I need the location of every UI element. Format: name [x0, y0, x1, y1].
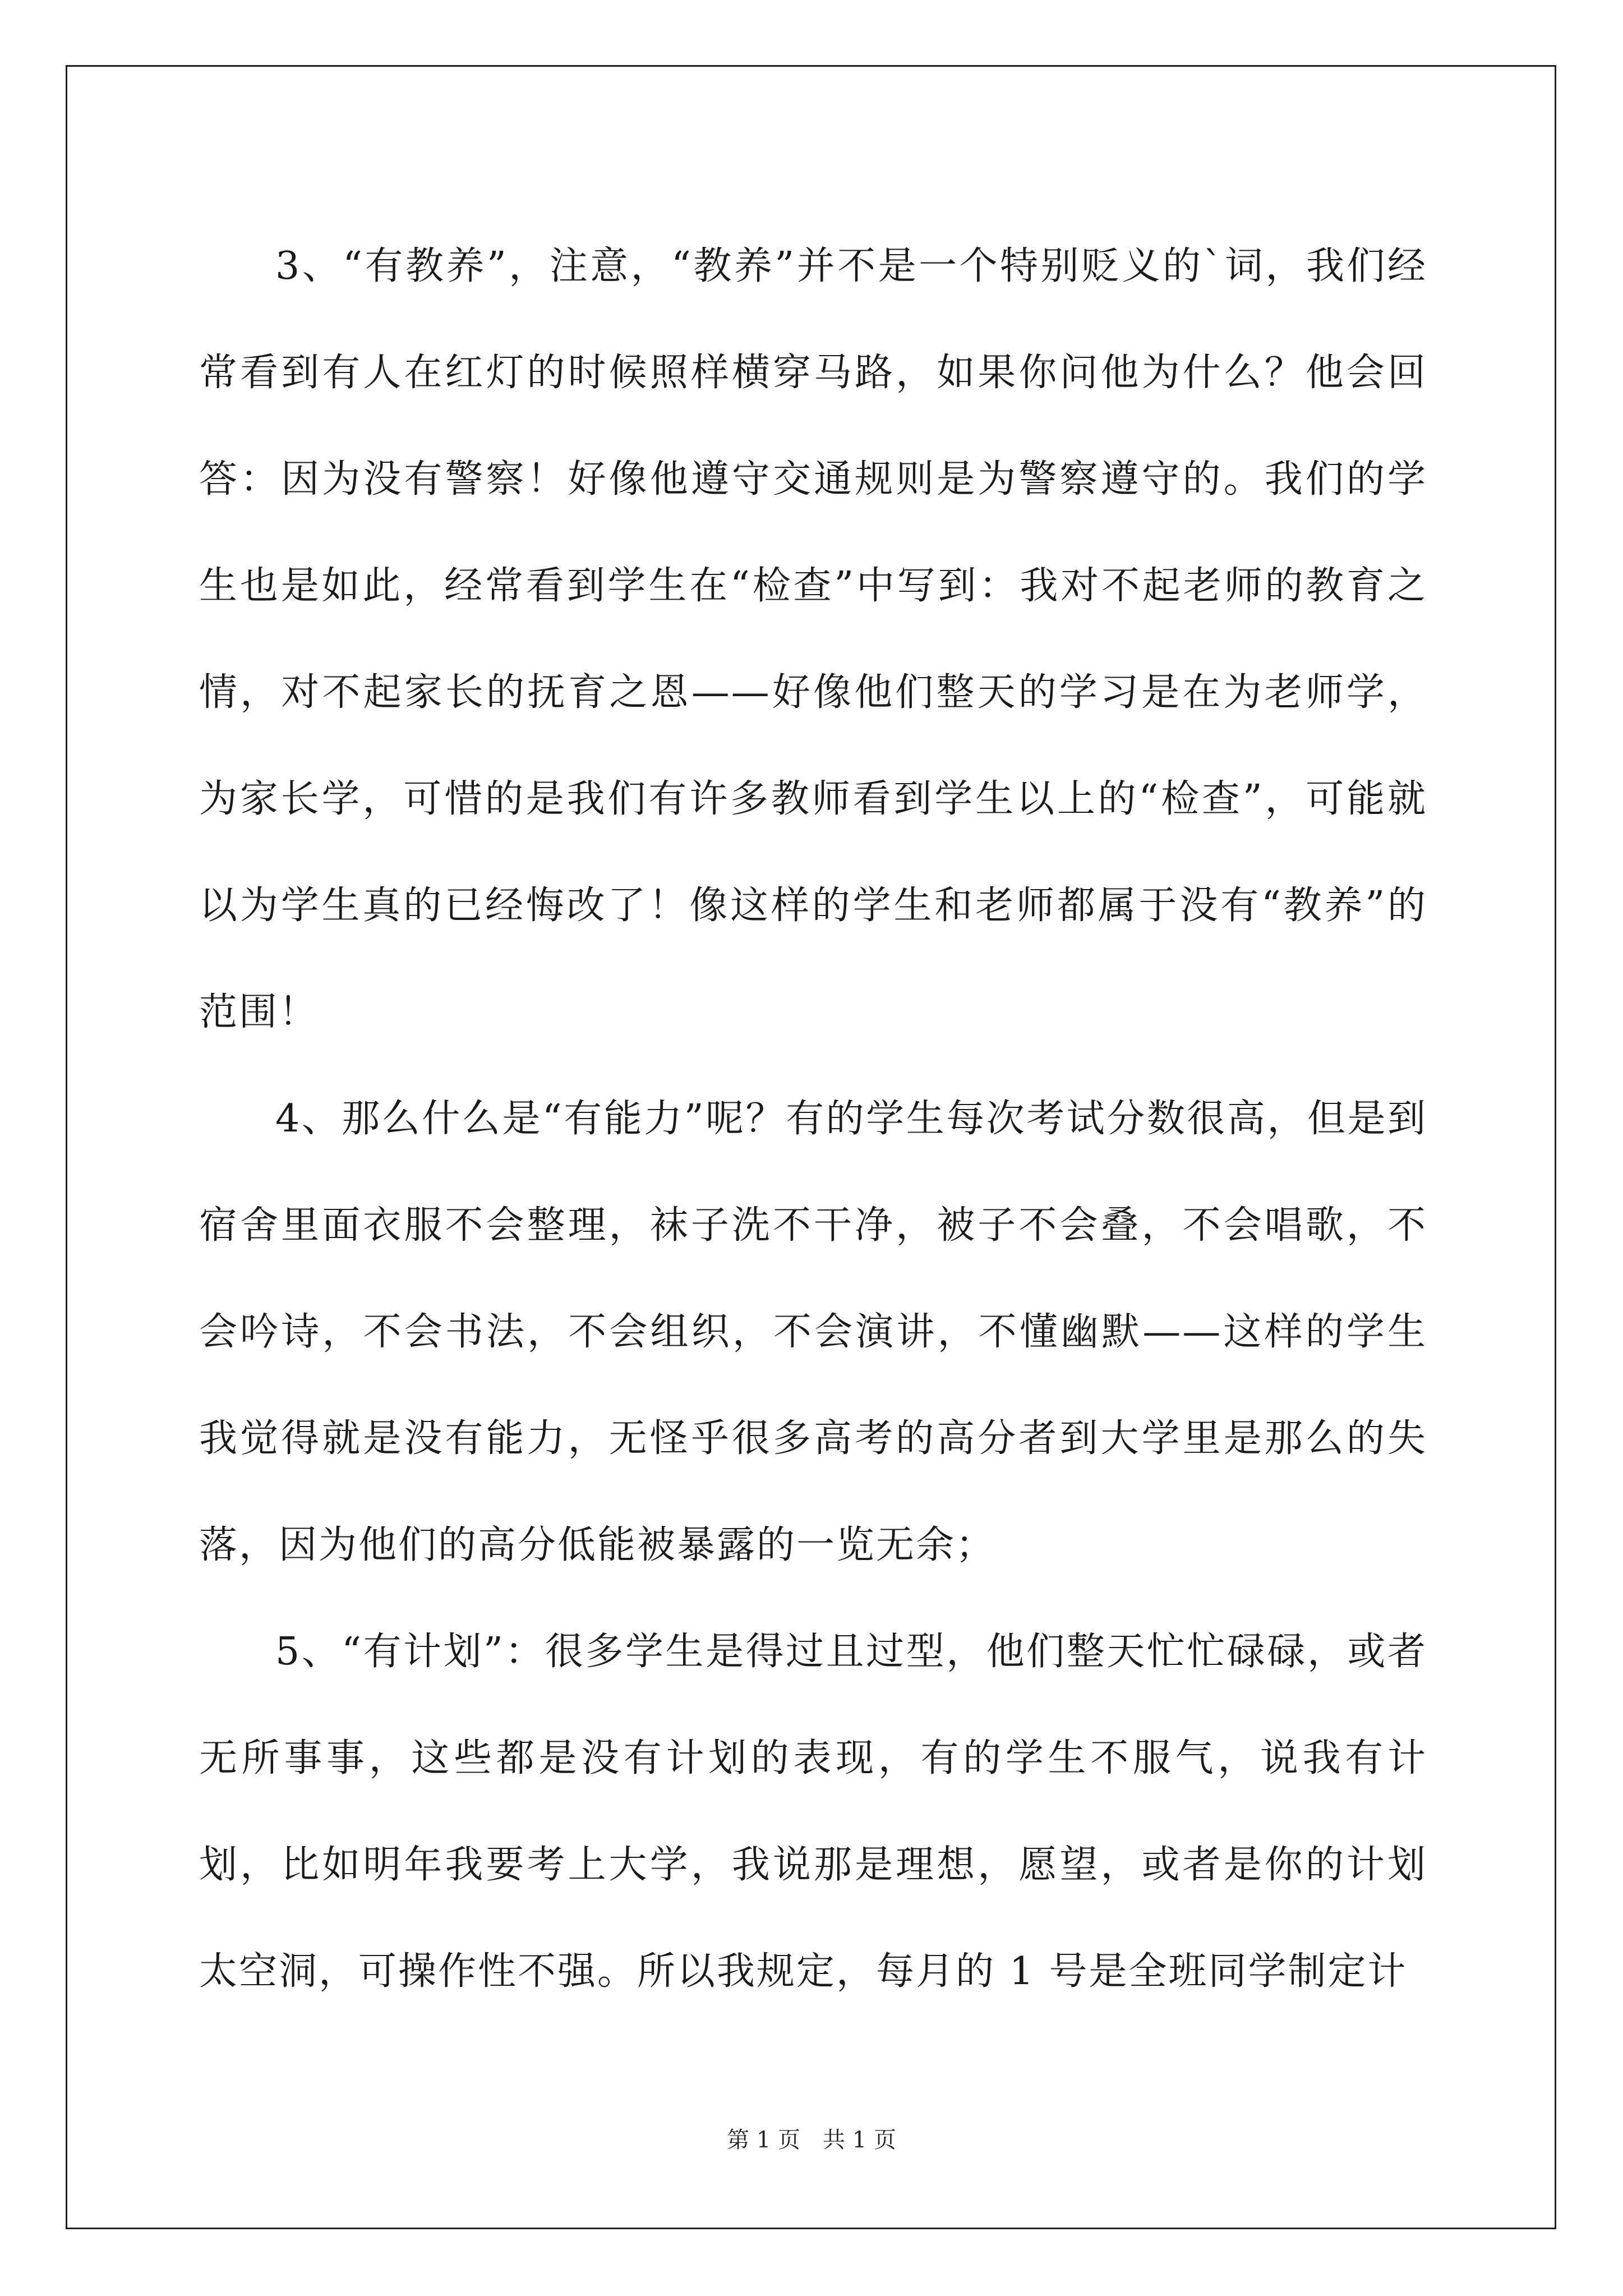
document-body: [199, 213, 1427, 2025]
page-total: 共 1 页: [823, 2127, 896, 2153]
paragraph-4: 4、那么什么是“有能力”呢？有的学生每次考试分数很高，但是到宿舍里面衣服不会整理，袜子洗不干净，被子不会叠，不会唱歌，不会吟诗，不会书法，不会组织，不会演讲，不懂幽默——这样的学生我觉得就是没有能力，无怪乎很多高考的高分者到大学里是那么的失落，因为他们的高分低能被暴露的一览无余；: [199, 1097, 1427, 1567]
page-number: 第 1 页: [727, 2127, 800, 2153]
paragraph-3: 3、“有教养”，注意，“教养”并不是一个特别贬义的`词，我们经常看到有人在红灯的时候照样横穿马路，如果你问他为什么？他会回答：因为没有警察！好像他遵守交通规则是为警察遵守的。我们的学生也是如此，经常看到学生在“检查”中写到：我对不起老师的教育之情，对不起家长的抚育之恩——好像他们整天的学习是在为老师学，为家长学，可惜的是我们有许多教师看到学生以上的“检查”，可能就以为学生真的已经悔改了！像这样的学生和老师都属于没有“教养”的范围！: [199, 244, 1427, 1034]
page-footer: [0, 2126, 1623, 2154]
paragraph-5: 5、“有计划”：很多学生是得过且过型，他们整天忙忙碌碌，或者无所事事，这些都是没有计划的表现，有的学生不服气，说我有计划，比如明年我要考上大学，我说那是理想，愿望，或者是你的计划太空洞，可操作性不强。所以我规定，每月的 1 号是全班同学制定计: [199, 1630, 1427, 1994]
